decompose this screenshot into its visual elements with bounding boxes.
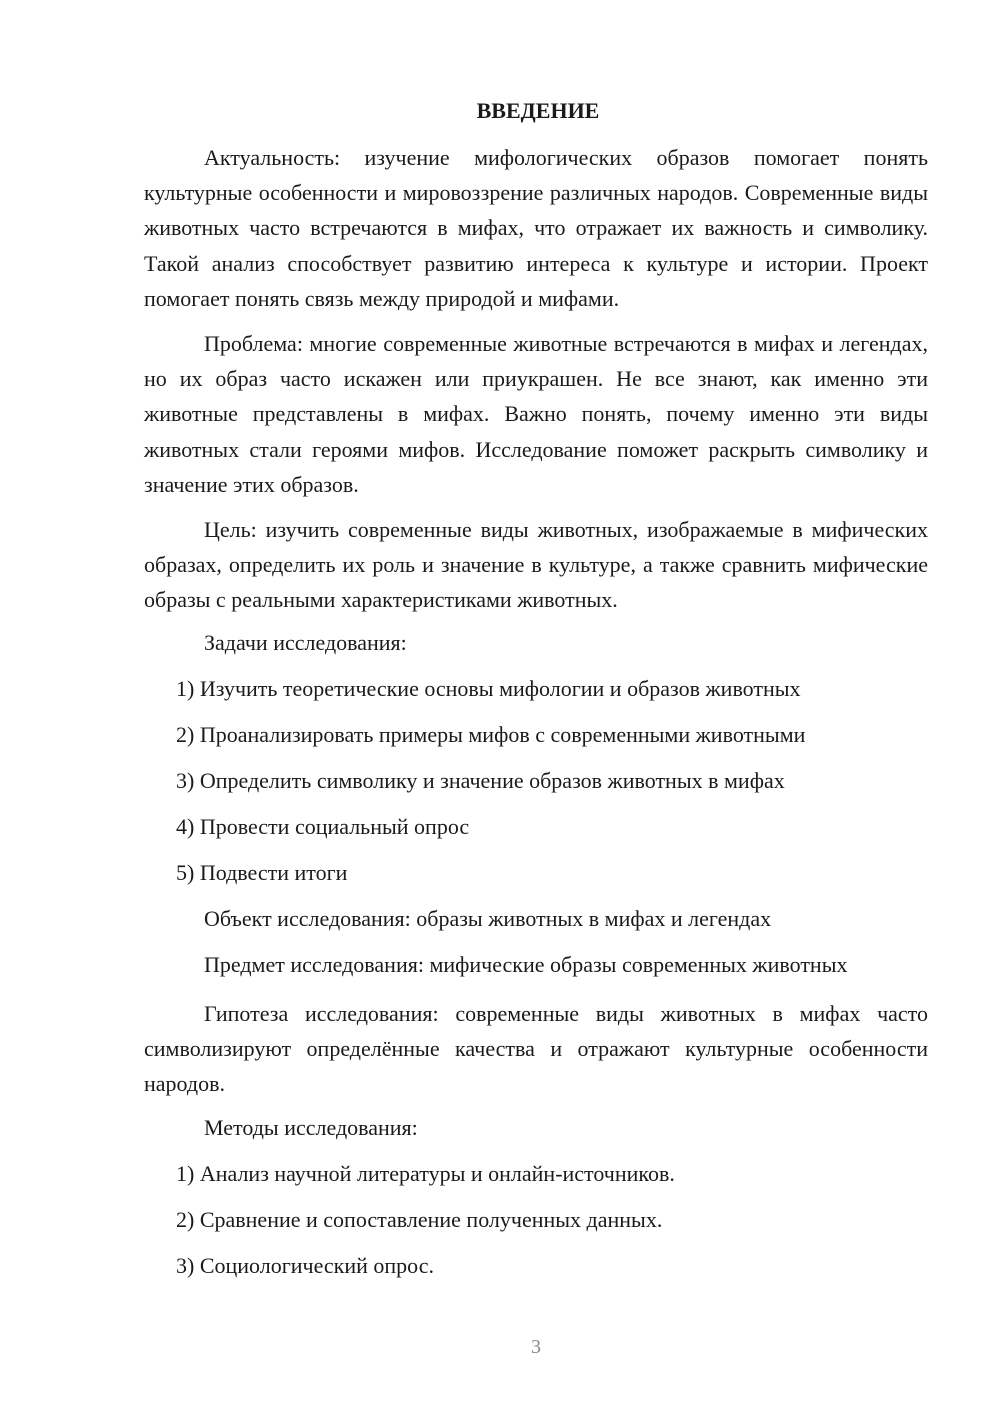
- task-item: 5) Подвести итоги: [176, 859, 348, 885]
- goal-paragraph: Цель: изучить современные виды животных, изображаемые в мифических образах, определить их роль и значение в культуре, а также сравнить мифические образы с реальными характеристиками животных.: [144, 517, 928, 613]
- task-item: 3) Определить символику и значение образов животных в мифах: [176, 767, 785, 793]
- tasks-heading: Задачи исследования:: [204, 629, 407, 655]
- method-item: 2) Сравнение и сопоставление полученных данных.: [176, 1207, 663, 1233]
- task-item: 2) Проанализировать примеры мифов с современными животными: [176, 721, 806, 747]
- hypothesis-paragraph: Гипотеза исследования: современные виды животных в мифах часто символизируют определённые качества и отражают культурные особенности народов.: [144, 1000, 928, 1097]
- section-title: ВВЕДЕНИЕ: [476, 98, 600, 123]
- task-item: 1) Изучить теоретические основы мифологии и образов животных: [176, 675, 801, 701]
- problem-paragraph: Проблема: многие современные животные встречаются в мифах и легендах, но их образ часто искажен или приукрашен. Не все знают, как именно эти животные представлены в мифах. Важно понять, почему именно эти виды животных стали героями мифов. Исследование поможет раскрыть символику и значение этих образов.: [144, 331, 928, 497]
- relevance-paragraph: Актуальность: изучение мифологических образов помогает понять культурные особенности и мировоззрение различных народов. Современные виды животных часто встречаются в мифах, что отражает их важность и символику. Такой анализ способствует развитию интереса к культуре и истории. Проект помогает понять связь между природой и мифами.: [144, 145, 928, 311]
- subject-line: Предмет исследования: мифические образы современных животных: [204, 951, 848, 977]
- task-item: 4) Провести социальный опрос: [176, 813, 470, 839]
- object-line: Объект исследования: образы животных в мифах и легендах: [204, 905, 772, 931]
- methods-heading: Методы исследования:: [204, 1115, 418, 1141]
- method-item: 1) Анализ научной литературы и онлайн-источников.: [176, 1161, 675, 1187]
- method-item: 3) Социологический опрос.: [176, 1253, 434, 1279]
- page-number: 3: [531, 1336, 541, 1358]
- document-page: [144, 96, 928, 1297]
